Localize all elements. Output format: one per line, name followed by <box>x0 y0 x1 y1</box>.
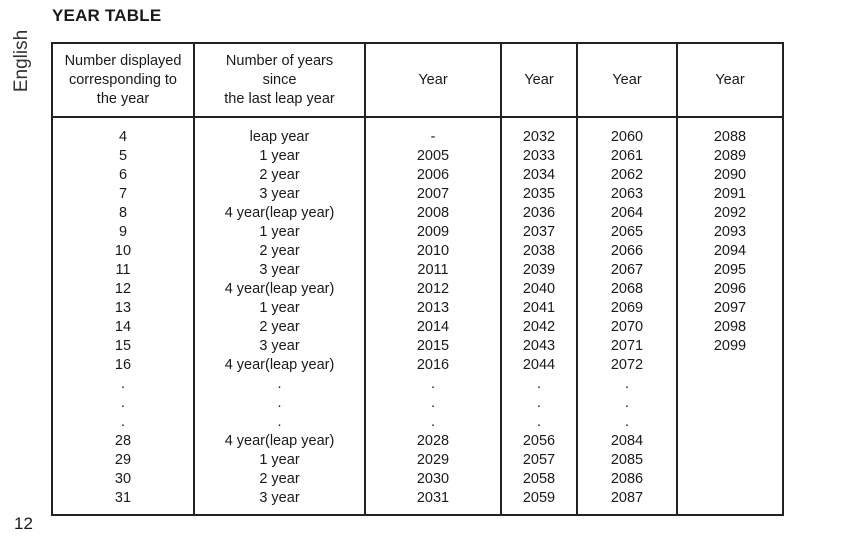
table-cell: 2041 <box>522 300 556 316</box>
table-cell: 28 <box>114 433 132 449</box>
table-cell: 5 <box>118 148 128 164</box>
table-cell: . <box>624 376 630 392</box>
table-cell: 2040 <box>522 281 556 297</box>
table-cell <box>678 470 782 489</box>
header-label: Year <box>524 71 554 88</box>
table-cell: . <box>624 395 630 411</box>
table-cell: 2039 <box>522 262 556 278</box>
table-cell: 1 year <box>259 300 300 316</box>
table-cell: 2044 <box>522 357 556 373</box>
table-cell: 2066 <box>610 243 644 259</box>
table-cell <box>678 451 782 470</box>
table-cell: . <box>536 376 542 392</box>
page-number: 12 <box>14 514 33 533</box>
table-cell: 4 year(leap year) <box>224 281 335 297</box>
table-cell: 2086 <box>610 471 644 487</box>
table-cell: 14 <box>114 319 132 335</box>
table-cell: 29 <box>114 452 132 468</box>
table-cell: 7 <box>118 186 128 202</box>
header-label: Year <box>612 71 642 88</box>
table-cell: 2084 <box>610 433 644 449</box>
header-year-1 <box>366 44 500 116</box>
table-cell: 2090 <box>713 167 747 183</box>
table-cell: 2 year <box>259 167 300 183</box>
table-cell: . <box>277 414 282 430</box>
table-cell: 2029 <box>416 452 450 468</box>
table-cell: 2035 <box>522 186 556 202</box>
table-cell: 2033 <box>522 148 556 164</box>
column-year-4 <box>678 128 782 508</box>
table-cell: . <box>120 414 126 430</box>
table-cell: . <box>120 395 126 411</box>
table-cell: 2005 <box>416 148 450 164</box>
table-cell: 2094 <box>713 243 747 259</box>
table-cell: 2042 <box>522 319 556 335</box>
header-label: Number of years since the last leap year <box>224 52 335 107</box>
table-cell: 2028 <box>416 433 450 449</box>
table-cell: 2012 <box>416 281 450 297</box>
table-cell: 2092 <box>713 205 747 221</box>
table-cell <box>678 432 782 451</box>
page-title: YEAR TABLE <box>52 6 162 25</box>
column-year-1 <box>366 128 500 508</box>
table-cell: 4 year(leap year) <box>224 357 335 373</box>
header-label: Number displayed corresponding to the year <box>64 52 182 107</box>
table-cell: 3 year <box>259 262 300 278</box>
table-cell: 2016 <box>416 357 450 373</box>
table-cell: 2098 <box>713 319 747 335</box>
table-cell: 2010 <box>416 243 450 259</box>
column-year-3 <box>578 128 676 508</box>
table-cell: 2007 <box>416 186 450 202</box>
table-cell: 31 <box>114 490 132 506</box>
header-label: Year <box>418 71 448 88</box>
table-cell: 2095 <box>713 262 747 278</box>
table-cell <box>678 489 782 508</box>
table-cell: 2060 <box>610 129 644 145</box>
table-cell: 2061 <box>610 148 644 164</box>
table-cell <box>678 375 782 394</box>
year-table <box>51 42 784 516</box>
column-years-since-leap <box>195 128 364 508</box>
table-cell: 3 year <box>259 186 300 202</box>
table-cell: 2087 <box>610 490 644 506</box>
table-cell: 4 year(leap year) <box>224 205 335 221</box>
table-cell: 2036 <box>522 205 556 221</box>
header-years-since-leap <box>195 44 364 116</box>
table-cell: . <box>430 376 436 392</box>
table-cell: 2093 <box>713 224 747 240</box>
table-cell: 2015 <box>416 338 450 354</box>
table-cell: 11 <box>115 262 131 278</box>
table-cell: 2068 <box>610 281 644 297</box>
table-cell: 3 year <box>259 490 300 506</box>
table-cell: . <box>624 414 630 430</box>
header-year-4 <box>678 44 782 116</box>
table-cell: 2009 <box>416 224 450 240</box>
table-cell: 2008 <box>416 205 450 221</box>
table-cell: . <box>430 414 436 430</box>
table-cell: 2091 <box>713 186 747 202</box>
column-number-displayed <box>53 128 193 508</box>
table-cell: . <box>277 376 282 392</box>
table-cell <box>678 356 782 375</box>
table-cell: - <box>430 129 436 145</box>
table-cell: 2013 <box>416 300 450 316</box>
table-cell: 2014 <box>416 319 450 335</box>
table-cell: 13 <box>114 300 132 316</box>
table-cell: 2070 <box>610 319 644 335</box>
table-cell: 2032 <box>522 129 556 145</box>
table-cell: 2069 <box>610 300 644 316</box>
table-cell: 2099 <box>713 338 747 354</box>
header-year-3 <box>578 44 676 116</box>
table-cell: 4 <box>118 129 128 145</box>
table-cell: 16 <box>114 357 132 373</box>
table-cell: 1 year <box>259 452 300 468</box>
header-label: Year <box>715 71 745 88</box>
table-cell <box>678 413 782 432</box>
table-cell: 2058 <box>522 471 556 487</box>
table-cell: 2059 <box>522 490 556 506</box>
table-cell: 9 <box>118 224 128 240</box>
table-cell: 2062 <box>610 167 644 183</box>
table-cell: 2034 <box>522 167 556 183</box>
side-language-text: English <box>11 29 33 93</box>
table-cell: 2011 <box>417 262 449 278</box>
table-cell: 12 <box>114 281 132 297</box>
table-cell: 4 year(leap year) <box>224 433 335 449</box>
table-cell: 2 year <box>259 243 300 259</box>
table-cell: 2088 <box>713 129 747 145</box>
table-cell: 2085 <box>610 452 644 468</box>
table-cell: 2067 <box>610 262 644 278</box>
table-cell: 2065 <box>610 224 644 240</box>
table-cell: 2071 <box>610 338 644 354</box>
table-cell: 2056 <box>522 433 556 449</box>
table-cell: 2006 <box>416 167 450 183</box>
header-year-2 <box>502 44 576 116</box>
table-cell: 2 year <box>259 471 300 487</box>
table-cell: 1 year <box>259 148 300 164</box>
table-cell: . <box>536 395 542 411</box>
table-header-row <box>53 44 782 118</box>
table-cell: . <box>120 376 126 392</box>
table-cell: 2072 <box>610 357 644 373</box>
table-cell <box>678 394 782 413</box>
table-cell: 8 <box>118 205 128 221</box>
table-cell: leap year <box>249 129 310 145</box>
table-cell: 3 year <box>259 338 300 354</box>
table-cell: 10 <box>114 243 132 259</box>
table-cell: 2037 <box>522 224 556 240</box>
table-cell: 2096 <box>713 281 747 297</box>
table-cell: 2063 <box>610 186 644 202</box>
table-cell: 6 <box>118 167 128 183</box>
table-cell: 2 year <box>259 319 300 335</box>
table-cell: 2031 <box>416 490 450 506</box>
table-cell: 15 <box>114 338 132 354</box>
table-cell: . <box>430 395 436 411</box>
table-cell: . <box>536 414 542 430</box>
table-cell: 2030 <box>416 471 450 487</box>
table-cell: 2038 <box>522 243 556 259</box>
table-cell: 2097 <box>713 300 747 316</box>
table-cell: . <box>277 395 282 411</box>
table-cell: 1 year <box>259 224 300 240</box>
table-cell: 2043 <box>522 338 556 354</box>
table-cell: 2064 <box>610 205 644 221</box>
side-language-label <box>8 28 36 94</box>
table-cell: 30 <box>114 471 132 487</box>
column-year-2 <box>502 128 576 508</box>
header-number-displayed <box>53 44 193 116</box>
table-cell: 2089 <box>713 148 747 164</box>
table-cell: 2057 <box>522 452 556 468</box>
